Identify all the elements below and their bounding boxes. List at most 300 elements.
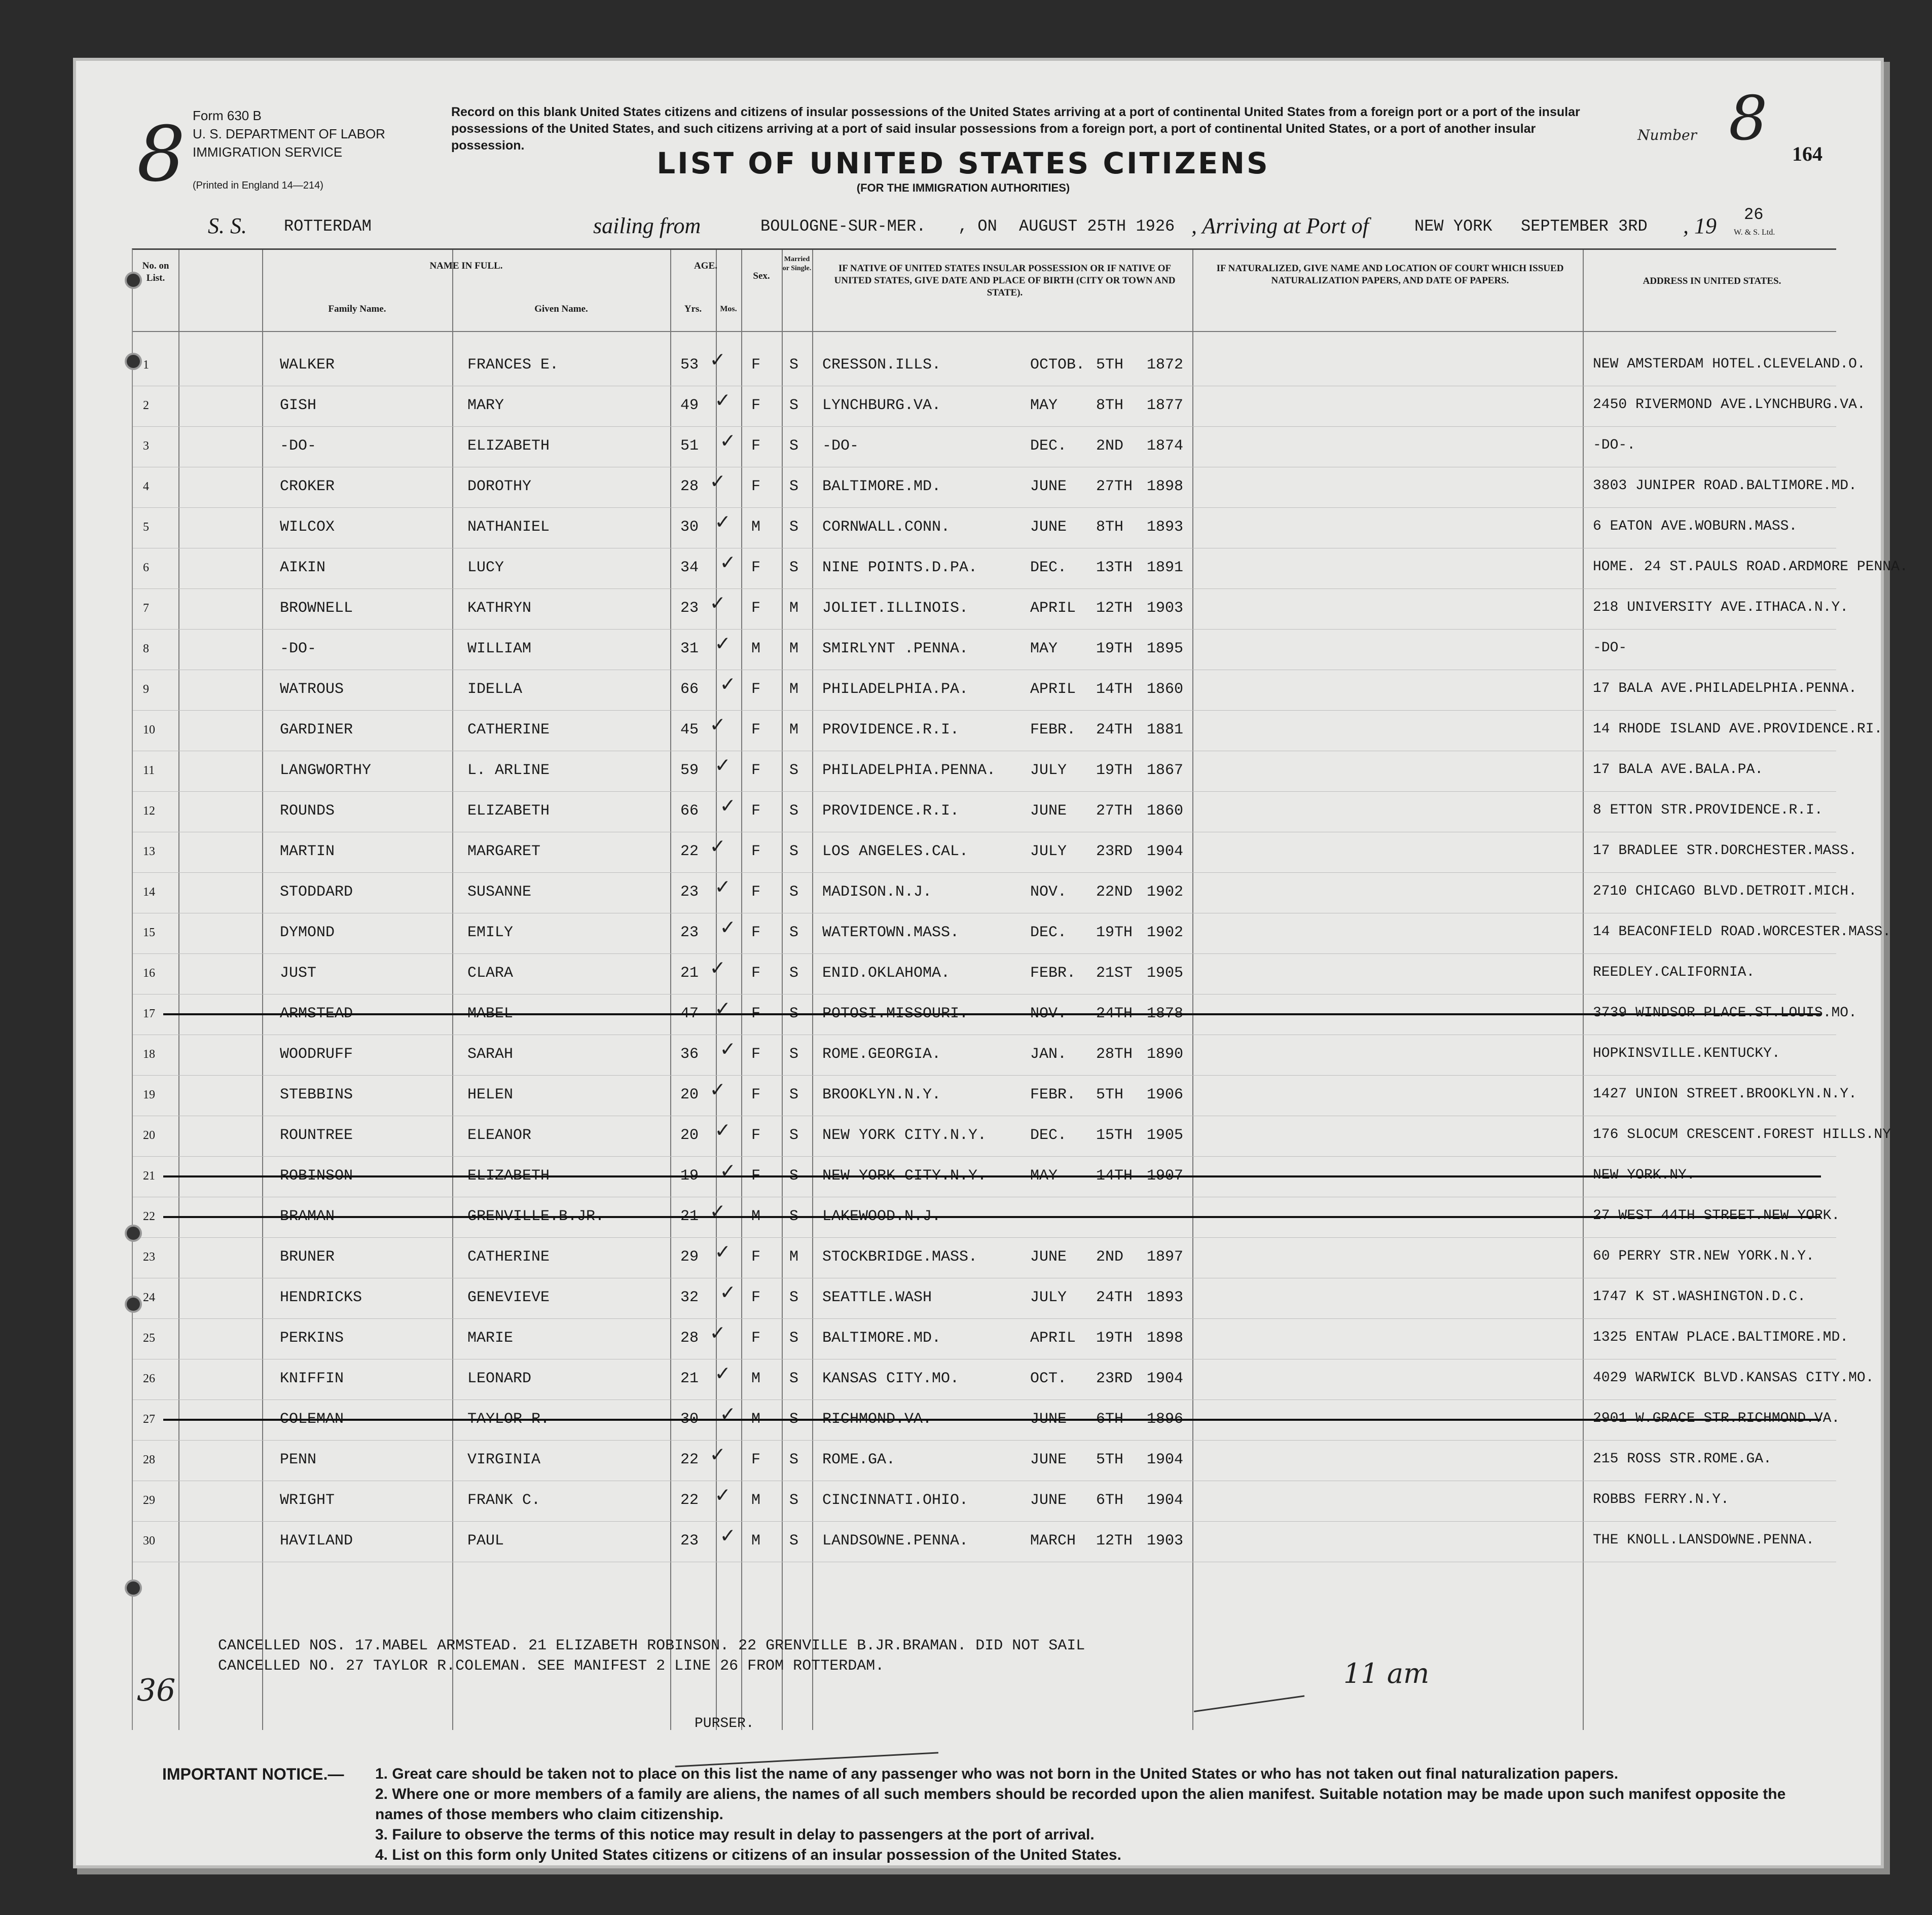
birth-month: JUNE — [1030, 1248, 1067, 1266]
birth-day: 27TH — [1096, 478, 1133, 495]
row-number: 15 — [143, 926, 155, 939]
birth-year: 1893 — [1147, 1289, 1184, 1306]
col-family: Family Name. — [328, 304, 386, 314]
family-name: LANGWORTHY — [280, 762, 372, 779]
sex: F — [751, 1330, 761, 1347]
table-row — [133, 792, 1836, 833]
address: REEDLEY.CALIFORNIA. — [1593, 965, 1755, 980]
row-number: 14 — [143, 886, 155, 899]
given-name: L. ARLINE — [467, 762, 550, 779]
row-number: 13 — [143, 845, 155, 858]
age-years: 23 — [680, 1532, 699, 1550]
birth-day: 19TH — [1096, 762, 1133, 779]
sex: M — [751, 1532, 761, 1550]
col-address: ADDRESS IN UNITED STATES. — [1643, 276, 1781, 286]
check-mark: ✓ — [716, 1484, 730, 1509]
marital-status: S — [789, 356, 799, 374]
birth-month: OCT. — [1030, 1370, 1067, 1387]
col-married: Married or Single. — [782, 255, 812, 272]
birth-month: JUNE — [1030, 478, 1067, 495]
table-row — [133, 1441, 1836, 1482]
age-years: 21 — [680, 1208, 699, 1225]
family-name: GARDINER — [280, 721, 353, 739]
marital-status: S — [789, 478, 799, 495]
family-name: COLEMAN — [280, 1411, 344, 1428]
col-yrs: Yrs. — [684, 304, 702, 314]
age-years: 30 — [680, 1411, 699, 1428]
birth-place: POTOSI.MISSOURI. — [822, 1005, 969, 1022]
birth-year: 1877 — [1147, 397, 1184, 414]
purser-signature — [674, 1726, 938, 1767]
marital-status: S — [789, 1086, 799, 1103]
birth-month: APRIL — [1030, 600, 1076, 617]
check-mark: ✓ — [716, 632, 730, 657]
check-mark: ✓ — [721, 1403, 735, 1428]
age-years: 23 — [680, 883, 699, 901]
birth-day: 28TH — [1096, 1046, 1133, 1063]
table-row — [133, 914, 1891, 954]
marital-status: S — [789, 1046, 799, 1063]
birth-day: 23RD — [1096, 1370, 1133, 1387]
birth-place: PHILADELPHIA.PENNA. — [822, 762, 996, 779]
page-number: 164 — [1792, 142, 1822, 165]
marital-status: M — [789, 600, 799, 617]
birth-month: FEBR. — [1030, 965, 1076, 982]
birth-year: 1895 — [1147, 640, 1184, 657]
marital-status: S — [789, 883, 799, 901]
address: NEW YORK.NY. — [1593, 1167, 1695, 1183]
birth-year: 1874 — [1147, 437, 1184, 455]
department-name: U. S. DEPARTMENT OF LABOR — [193, 126, 385, 141]
family-name: WALKER — [280, 356, 335, 374]
row-number: 5 — [143, 521, 149, 534]
birth-year: 1902 — [1147, 883, 1184, 901]
check-mark: ✓ — [711, 1078, 724, 1103]
birth-month: DEC. — [1030, 437, 1067, 455]
row-number: 30 — [143, 1534, 155, 1548]
col-mos: Mos. — [720, 305, 737, 313]
row-number: 19 — [143, 1088, 155, 1101]
notice-item: 3. Failure to observe the terms of this notice may result in delay to passengers at the port of arrival. — [375, 1826, 1095, 1843]
table-row — [133, 346, 1866, 387]
given-name: SARAH — [467, 1046, 514, 1063]
sex: F — [751, 397, 761, 414]
birth-month: DEC. — [1030, 559, 1067, 576]
family-name: -DO- — [280, 437, 317, 455]
sex: F — [751, 600, 761, 617]
notice-item: 2. Where one or more members of a family are aliens, the names of all such members should be recorded upon the alien manifest. Suitable notation may be made upon such manifest opposite the names of those members who claim citizenship. — [375, 1786, 1786, 1823]
family-name: HAVILAND — [280, 1532, 353, 1550]
given-name: NATHANIEL — [467, 519, 550, 536]
family-name: BRAMAN — [280, 1208, 335, 1225]
check-mark: ✓ — [721, 551, 735, 576]
notice-item: 4. List on this form only United States citizens or citizens of an insular possession of the United States. — [375, 1847, 1121, 1863]
given-name: MARIE — [467, 1330, 514, 1347]
sex: F — [751, 1086, 761, 1103]
number-value: 8 — [1729, 84, 1768, 154]
sex: F — [751, 478, 761, 495]
age-years: 22 — [680, 1451, 699, 1468]
age-years: 22 — [680, 843, 699, 860]
birth-month: JUNE — [1030, 519, 1067, 536]
printed-note: (Printed in England 14—214) — [193, 180, 323, 191]
family-name: HENDRICKS — [280, 1289, 362, 1306]
birth-day: 6TH — [1096, 1492, 1124, 1509]
row-number: 18 — [143, 1048, 155, 1061]
table-row — [133, 954, 1836, 995]
birth-place: LAKEWOOD.N.J. — [822, 1208, 941, 1225]
address: NEW AMSTERDAM HOTEL.CLEVELAND.O. — [1593, 356, 1866, 372]
on-label: , ON — [958, 217, 997, 236]
service-name: IMMIGRATION SERVICE — [193, 144, 343, 160]
birth-day: 21ST — [1096, 965, 1133, 982]
birth-month: JAN. — [1030, 1046, 1067, 1063]
check-mark: ✓ — [721, 916, 735, 941]
check-mark: ✓ — [721, 429, 735, 455]
row-number: 22 — [143, 1210, 155, 1223]
check-mark: ✓ — [711, 1321, 724, 1347]
birth-month: FEBR. — [1030, 1086, 1076, 1103]
birth-day: 14TH — [1096, 681, 1133, 698]
marital-status: S — [789, 1289, 799, 1306]
birth-day: 2ND — [1096, 1248, 1124, 1266]
col-naturalized: IF NATURALIZED, GIVE NAME AND LOCATION OF COURT WHICH ISSUED NATURALIZATION PAPERS, AND DATE OF PAPERS. — [1216, 263, 1564, 286]
sex: F — [751, 802, 761, 820]
row-number: 4 — [143, 480, 149, 493]
check-mark: ✓ — [716, 389, 730, 414]
birth-place: PROVIDENCE.R.I. — [822, 721, 960, 739]
sex: F — [751, 437, 761, 455]
marital-status: M — [789, 1248, 799, 1266]
departure-date: AUGUST 25TH 1926 — [1019, 217, 1175, 236]
marital-status: S — [789, 924, 799, 941]
birth-month: APRIL — [1030, 1330, 1076, 1347]
given-name: ELEANOR — [467, 1127, 532, 1144]
marital-status: S — [789, 802, 799, 820]
sex: M — [751, 640, 761, 657]
birth-year: 1905 — [1147, 1127, 1184, 1144]
sex: F — [751, 1167, 761, 1185]
birth-month: MAY — [1030, 397, 1058, 414]
page-subtitle: (FOR THE IMMIGRATION AUTHORITIES) — [856, 181, 1070, 194]
marital-status: S — [789, 762, 799, 779]
row-number: 17 — [143, 1007, 155, 1020]
sex: F — [751, 1046, 761, 1063]
check-mark: ✓ — [716, 1362, 730, 1387]
table-row — [133, 1279, 1836, 1319]
family-name: STODDARD — [280, 883, 353, 901]
check-mark: ✓ — [721, 1281, 735, 1306]
arrival-port: NEW YORK — [1414, 217, 1492, 236]
age-years: 45 — [680, 721, 699, 739]
marital-status: M — [789, 640, 799, 657]
birth-place: CINCINNATI.OHIO. — [822, 1492, 969, 1509]
birth-year: 1902 — [1147, 924, 1184, 941]
address: 14 BEACONFIELD ROAD.WORCESTER.MASS. — [1593, 924, 1891, 940]
birth-year: 1860 — [1147, 802, 1184, 820]
marital-status: S — [789, 843, 799, 860]
birth-day: 8TH — [1096, 397, 1124, 414]
address: THE KNOLL.LANSDOWNE.PENNA. — [1593, 1532, 1814, 1548]
family-name: BROWNELL — [280, 600, 353, 617]
address: 1427 UNION STREET.BROOKLYN.N.Y. — [1593, 1086, 1857, 1102]
birth-day: 8TH — [1096, 519, 1124, 536]
birth-place: SMIRLYNT .PENNA. — [822, 640, 969, 657]
marital-status: S — [789, 437, 799, 455]
birth-year: 1904 — [1147, 1492, 1184, 1509]
age-years: 28 — [680, 478, 699, 495]
sex: M — [751, 1370, 761, 1387]
birth-place: ROME.GA. — [822, 1451, 896, 1468]
given-name: PAUL — [467, 1532, 504, 1550]
check-mark: ✓ — [711, 835, 724, 860]
birth-month: MARCH — [1030, 1532, 1076, 1550]
birth-day: 12TH — [1096, 1532, 1133, 1550]
form-id-block — [193, 106, 385, 195]
birth-place: BALTIMORE.MD. — [822, 1330, 941, 1347]
family-name: STEBBINS — [280, 1086, 353, 1103]
birth-month: MAY — [1030, 640, 1058, 657]
ship-name: ROTTERDAM — [284, 217, 372, 236]
birth-day: 19TH — [1096, 1330, 1133, 1347]
family-name: BRUNER — [280, 1248, 335, 1266]
birth-month: NOV. — [1030, 1005, 1067, 1022]
birth-year: 1893 — [1147, 519, 1184, 536]
address: 2901 W.GRACE STR.RICHMOND.VA. — [1593, 1411, 1840, 1426]
sex: F — [751, 356, 761, 374]
address: 3803 JUNIPER ROAD.BALTIMORE.MD. — [1593, 478, 1857, 494]
birth-month: JULY — [1030, 1289, 1067, 1306]
given-name: WILLIAM — [467, 640, 532, 657]
marital-status: S — [789, 397, 799, 414]
row-number: 12 — [143, 804, 155, 818]
sex: F — [751, 1289, 761, 1306]
birth-year: 1904 — [1147, 1370, 1184, 1387]
check-mark: ✓ — [711, 592, 724, 617]
check-mark: ✓ — [716, 1240, 730, 1266]
check-mark: ✓ — [716, 875, 730, 901]
marital-status: S — [789, 1208, 799, 1225]
age-years: 47 — [680, 1005, 699, 1022]
given-name: MARGARET — [467, 843, 541, 860]
table-row — [133, 590, 1849, 630]
corner-mark: 8 — [137, 111, 186, 199]
age-years: 51 — [680, 437, 699, 455]
row-number: 26 — [143, 1372, 155, 1385]
sex: M — [751, 1208, 761, 1225]
strike-through-line — [163, 1013, 1821, 1015]
birth-year: 1896 — [1147, 1411, 1184, 1428]
marital-status: S — [789, 1411, 799, 1428]
intro-text: Record on this blank United States citizens and citizens of insular possessions of the United States arriving at a port of continental United States from a foreign port or a port of the insular possessions of the United States, and such citizens arriving at a port of said insular possessions from a foreign port, a port of continental United States, or a port of another insular possession. — [451, 105, 1580, 153]
age-years: 20 — [680, 1086, 699, 1103]
age-years: 21 — [680, 965, 699, 982]
row-number: 27 — [143, 1413, 155, 1426]
family-name: AIKIN — [280, 559, 326, 576]
col-birth: IF NATIVE OF UNITED STATES INSULAR POSSESSION OR IF NATIVE OF UNITED STATES, GIVE DATE AND PLACE OF BIRTH (CITY OR TOWN AND STATE). — [834, 263, 1176, 298]
check-mark: ✓ — [716, 1119, 730, 1144]
arrival-date: SEPTEMBER 3RD — [1521, 217, 1648, 236]
row-number: 11 — [143, 764, 155, 777]
birth-month: JULY — [1030, 843, 1067, 860]
birth-year: 1904 — [1147, 843, 1184, 860]
row-number: 28 — [143, 1453, 155, 1466]
age-years: 32 — [680, 1289, 699, 1306]
cancel-note-1: CANCELLED NOS. 17.MABEL ARMSTEAD. 21 ELIZABETH ROBINSON. 22 GRENVILLE B.JR.BRAMAN. DID NOT SAIL — [218, 1637, 1085, 1654]
given-name: CATHERINE — [467, 721, 550, 739]
age-years: 21 — [680, 1370, 699, 1387]
birth-year: 1903 — [1147, 1532, 1184, 1550]
birth-year: 1867 — [1147, 762, 1184, 779]
sex: F — [751, 924, 761, 941]
row-number: 25 — [143, 1332, 155, 1345]
birth-place: NEW YORK CITY.N.Y. — [822, 1167, 987, 1185]
family-name: ROUNTREE — [280, 1127, 353, 1144]
given-name: HELEN — [467, 1086, 514, 1103]
family-name: KNIFFIN — [280, 1370, 344, 1387]
given-name: VIRGINIA — [467, 1451, 541, 1468]
birth-place: MADISON.N.J. — [822, 883, 932, 901]
family-name: GISH — [280, 397, 317, 414]
given-name: DOROTHY — [467, 478, 532, 495]
sex: M — [751, 519, 761, 536]
manifest-sheet — [76, 61, 1908, 1865]
marital-status: S — [789, 965, 799, 982]
marital-status: S — [789, 1532, 799, 1550]
birth-year: 1872 — [1147, 356, 1184, 374]
family-name: JUST — [280, 965, 317, 982]
notice-label: IMPORTANT NOTICE.— — [162, 1765, 344, 1783]
age-years: 66 — [680, 681, 699, 698]
age-years: 59 — [680, 762, 699, 779]
birth-place: KANSAS CITY.MO. — [822, 1370, 960, 1387]
address: 3739 WINDSOR PLACE.ST.LOUIS.MO. — [1593, 1005, 1857, 1021]
check-mark: ✓ — [721, 794, 735, 820]
table-row — [133, 1401, 1840, 1441]
check-mark: ✓ — [716, 997, 730, 1022]
cancel-note-2: CANCELLED NO. 27 TAYLOR R.COLEMAN. SEE MANIFEST 2 LINE 26 FROM ROTTERDAM. — [218, 1658, 885, 1675]
sex: M — [751, 1411, 761, 1428]
birth-day: 24TH — [1096, 1289, 1133, 1306]
given-name: IDELLA — [467, 681, 523, 698]
family-name: WILCOX — [280, 519, 335, 536]
birth-month: FEBR. — [1030, 721, 1076, 739]
family-name: WATROUS — [280, 681, 344, 698]
marital-status: S — [789, 519, 799, 536]
birth-month: NOV. — [1030, 883, 1067, 901]
row-number: 21 — [143, 1169, 155, 1183]
family-name: WOODRUFF — [280, 1046, 353, 1063]
birth-year: 1898 — [1147, 1330, 1184, 1347]
marital-status: S — [789, 1127, 799, 1144]
birth-day: 24TH — [1096, 721, 1133, 739]
year-value: 26 — [1744, 205, 1764, 224]
address: 176 SLOCUM CRESCENT.FOREST HILLS.NY — [1593, 1127, 1891, 1143]
birth-place: -DO- — [822, 437, 859, 455]
check-mark: ✓ — [711, 1200, 724, 1225]
birth-place: CRESSON.ILLS. — [822, 356, 941, 374]
table-row — [133, 1360, 1874, 1401]
sex: F — [751, 1127, 761, 1144]
sex: F — [751, 843, 761, 860]
table-row — [133, 1238, 1836, 1279]
binding-hole — [127, 1581, 140, 1595]
birth-place: PROVIDENCE.R.I. — [822, 802, 960, 820]
age-years: 19 — [680, 1167, 699, 1185]
table-row — [133, 1157, 1836, 1198]
table-row — [133, 427, 1836, 468]
given-name: KATHRYN — [467, 600, 532, 617]
age-years: 30 — [680, 519, 699, 536]
birth-month: OCTOB. — [1030, 356, 1085, 374]
check-mark: ✓ — [721, 1159, 735, 1185]
address: 14 RHODE ISLAND AVE.PROVIDENCE.RI. — [1593, 721, 1883, 737]
birth-day: 5TH — [1096, 1451, 1124, 1468]
table-row — [133, 752, 1836, 792]
given-name: CLARA — [467, 965, 514, 982]
given-name: MARY — [467, 397, 504, 414]
sex: F — [751, 559, 761, 576]
row-number: 7 — [143, 602, 149, 615]
birth-place: NINE POINTS.D.PA. — [822, 559, 978, 576]
row-number: 23 — [143, 1250, 155, 1264]
given-name: FRANCES E. — [467, 356, 559, 374]
marital-status: S — [789, 1330, 799, 1347]
row-number: 20 — [143, 1129, 155, 1142]
marital-status: S — [789, 1451, 799, 1468]
check-mark: ✓ — [716, 510, 730, 536]
birth-day: 5TH — [1096, 356, 1124, 374]
table-row — [133, 1036, 1836, 1076]
address: 4029 WARWICK BLVD.KANSAS CITY.MO. — [1593, 1370, 1874, 1386]
age-years: 29 — [680, 1248, 699, 1266]
birth-day: 23RD — [1096, 843, 1133, 860]
table-row — [133, 468, 1857, 508]
purser-label: PURSER. — [695, 1716, 754, 1732]
age-years: 53 — [680, 356, 699, 374]
notice-item: 1. Great care should be taken not to place on this list the name of any passenger who was not born in the United States or who has not taken out final naturalization papers. — [375, 1765, 1619, 1782]
birth-place: CORNWALL.CONN. — [822, 519, 951, 536]
address: 215 ROSS STR.ROME.GA. — [1593, 1451, 1772, 1467]
marital-status: S — [789, 1492, 799, 1509]
birth-year: 1890 — [1147, 1046, 1184, 1063]
address: 1325 ENTAW PLACE.BALTIMORE.MD. — [1593, 1330, 1849, 1345]
time-note: 11 am — [1343, 1658, 1430, 1689]
age-years: 34 — [680, 559, 699, 576]
table-row — [133, 508, 1836, 549]
address: -DO- — [1593, 640, 1627, 656]
birth-day: 19TH — [1096, 924, 1133, 941]
given-name: ELIZABETH — [467, 802, 550, 820]
family-name: ARMSTEAD — [280, 1005, 353, 1022]
age-years: 31 — [680, 640, 699, 657]
birth-year: 1904 — [1147, 1451, 1184, 1468]
address: 1747 K ST.WASHINGTON.D.C. — [1593, 1289, 1806, 1305]
margin-note: 36 — [137, 1673, 176, 1708]
sex: F — [751, 1248, 761, 1266]
given-name: GRENVILLE.B.JR. — [467, 1208, 605, 1225]
table-row — [133, 873, 1857, 914]
family-name: CROKER — [280, 478, 335, 495]
strike-through-line — [163, 1419, 1821, 1421]
family-name: PENN — [280, 1451, 317, 1468]
sex: F — [751, 762, 761, 779]
birth-day: 13TH — [1096, 559, 1133, 576]
given-name: MABEL — [467, 1005, 514, 1022]
birth-day: 22ND — [1096, 883, 1133, 901]
birth-day: 2ND — [1096, 437, 1124, 455]
table-row — [133, 1482, 1836, 1522]
